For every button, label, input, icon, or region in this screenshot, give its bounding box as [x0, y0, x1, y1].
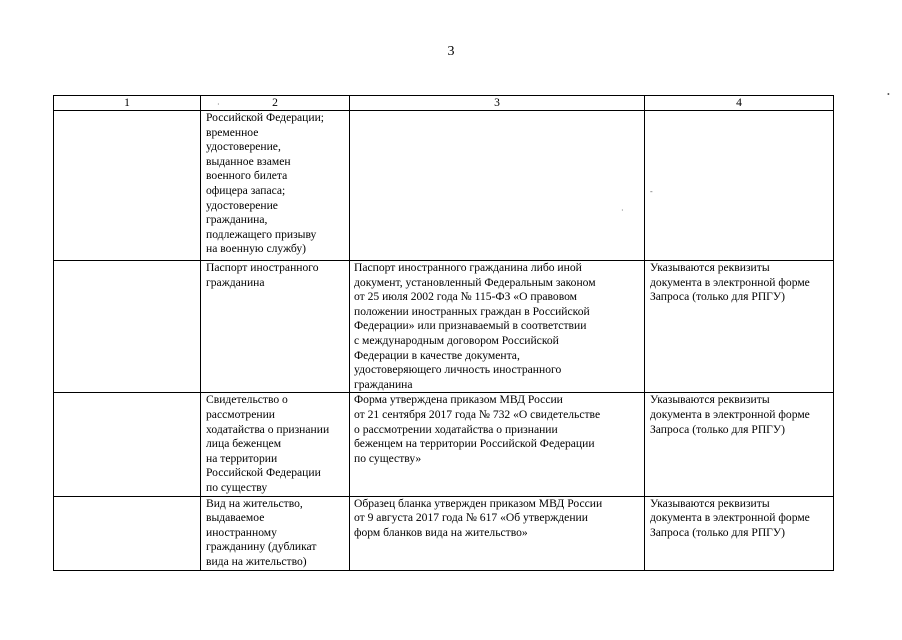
- table-cell-document-name: Свидетельство о рассмотрении ходатайства о признании лица беженцем на территории Российской Федерации по существу: [201, 393, 350, 496]
- table-cell-notes: Указываются реквизиты документа в электронной форме Запроса (только для РПГУ): [645, 393, 834, 496]
- table-cell-document-name: Вид на жительство, выдаваемое иностранному гражданину (дубликат вида на жительство): [201, 496, 350, 570]
- column-header-4: 4: [645, 96, 834, 111]
- table-cell-notes: Указываются реквизиты документа в электронной форме Запроса (только для РПГУ): [645, 496, 834, 570]
- table-row: [54, 111, 834, 261]
- table-cell-document-name: Российской Федерации; временное удостоверение, выданное взамен военного билета офицера запаса; удостоверение гражданина, подлежащего призыву на военную службу): [201, 111, 350, 261]
- table-row: [54, 496, 834, 570]
- table-cell-document-basis: Образец бланка утвержден приказом МВД России от 9 августа 2017 года № 617 «Об утверждении форм бланков вида на жительство»: [350, 496, 645, 570]
- table-cell-col1: [54, 496, 201, 570]
- document-table: [53, 95, 834, 571]
- table-cell-notes: [645, 111, 834, 261]
- column-header-3: 3: [350, 96, 645, 111]
- table-cell-document-basis: [350, 111, 645, 261]
- table-cell-document-basis: Паспорт иностранного гражданина либо иной документ, установленный Федеральным законом от 25 июля 2002 года № 115-ФЗ «О правовом положении иностранных граждан в Российской Федерации» или признаваемый в соответствии с международным договором Российской Федерации в качестве документа, удостоверяющего личность иностранного гражданина: [350, 261, 645, 393]
- scan-speck: •: [887, 90, 890, 99]
- table-cell-col1: [54, 393, 201, 496]
- column-header-2: 2: [201, 96, 350, 111]
- column-header-1: 1: [54, 96, 201, 111]
- table-cell-col1: [54, 261, 201, 393]
- table-row: [54, 261, 834, 393]
- scan-speck: ·: [621, 206, 624, 215]
- table-cell-notes: Указываются реквизиты документа в электронной форме Запроса (только для РПГУ): [645, 261, 834, 393]
- table-cell-document-basis: Форма утверждена приказом МВД России от 21 сентября 2017 года № 732 «О свидетельстве о рассмотрении ходатайства о признании беженцем на территории Российской Федерации по существу»: [350, 393, 645, 496]
- page-number: 3: [447, 44, 455, 59]
- table-row: [54, 393, 834, 496]
- scan-speck: ·: [217, 100, 220, 109]
- scan-speck: -: [650, 187, 653, 196]
- table-cell-col1: [54, 111, 201, 261]
- table-cell-document-name: Паспорт иностранного гражданина: [201, 261, 350, 393]
- table-header-row: [54, 96, 834, 111]
